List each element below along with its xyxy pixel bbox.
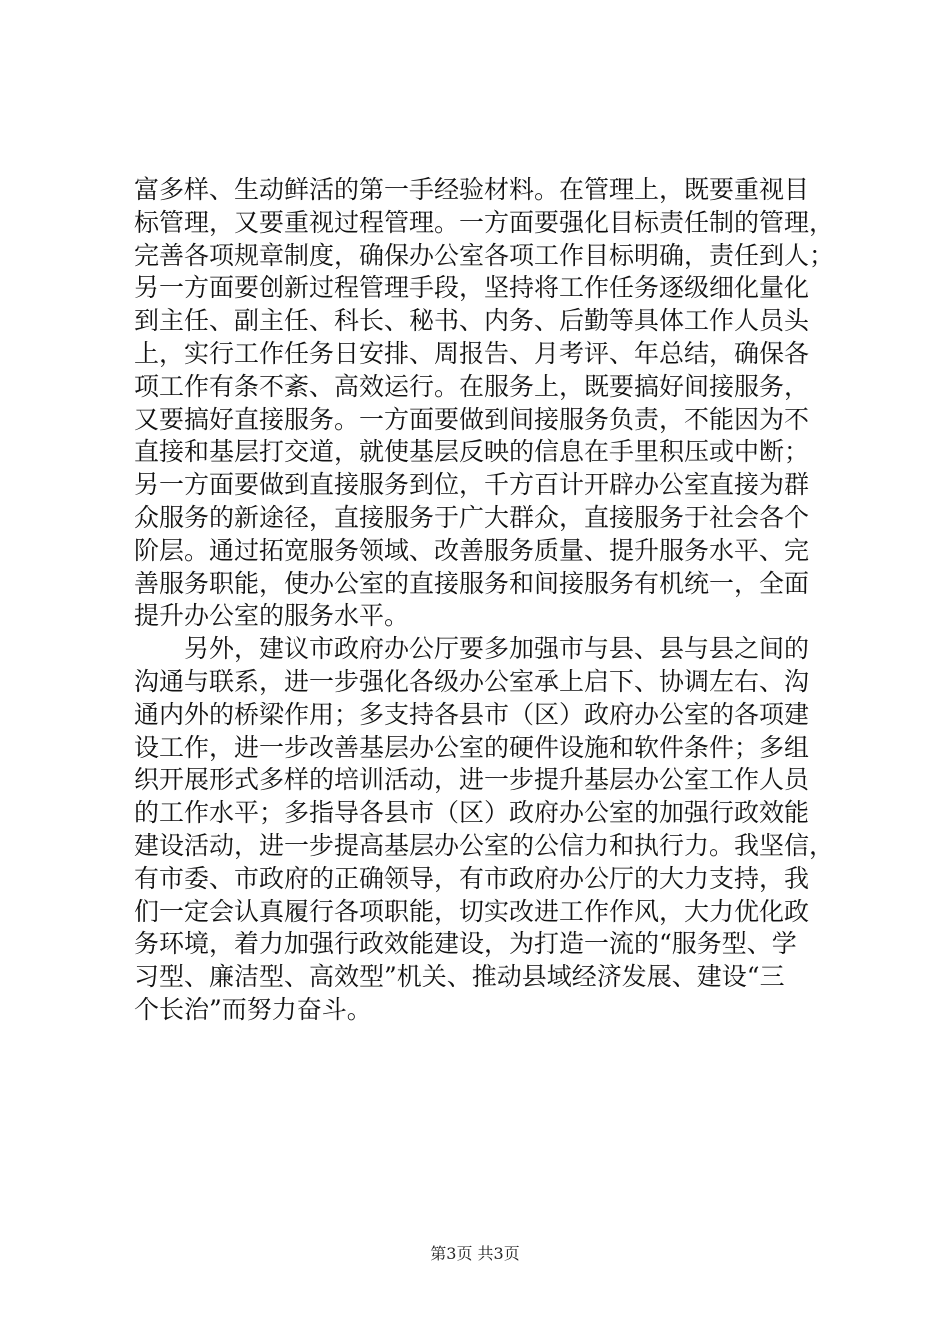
text-line: 提升办公室的服务水平。 <box>134 601 410 631</box>
text-line: 沟通与联系，进一步强化各级办公室承上启下、协调左右、沟 <box>134 666 810 696</box>
text-line: 到主任、副主任、科长、秘书、内务、后勤等具体工作人员头 <box>134 306 810 336</box>
text-line: 众服务的新途径，直接服务于广大群众，直接服务于社会各个 <box>134 502 810 532</box>
text-line: 设工作，进一步改善基层办公室的硬件设施和软件条件；多组 <box>134 732 810 762</box>
text-line: 织开展形式多样的培训活动，进一步提升基层办公室工作人员 <box>134 765 810 795</box>
text-line: 富多样、生动鲜活的第一手经验材料。在管理上，既要重视目 <box>134 175 810 204</box>
text-line: 通内外的桥梁作用；多支持各县市（区）政府办公室的各项建 <box>134 699 810 729</box>
text-line: 另一方面要创新过程管理手段，坚持将工作任务逐级细化量化 <box>134 273 810 303</box>
text-line: 另外，建议市政府办公厅要多加强市与县、县与县之间的 <box>134 634 810 664</box>
text-line: 上，实行工作任务日安排、周报告、月考评、年总结，确保各 <box>134 338 810 368</box>
text-line: 直接和基层打交道，就使基层反映的信息在手里积压或中断； <box>134 437 810 467</box>
text-line: 建设活动，进一步提高基层办公室的公信力和执行力。我坚信， <box>134 830 835 860</box>
text-line: 阶层。通过拓宽服务领域、改善服务质量、提升服务水平、完 <box>134 535 810 565</box>
text-line: 习型、廉洁型、高效型”机关、推动县域经济发展、建设“三 <box>134 962 785 992</box>
text-line: 完善各项规章制度，确保办公室各项工作目标明确，责任到人； <box>134 240 835 270</box>
text-line: 项工作有条不紊、高效运行。在服务上，既要搞好间接服务， <box>134 371 810 401</box>
text-line: 标管理，又要重视过程管理。一方面要强化目标责任制的管理， <box>134 207 835 237</box>
text-line: 务环境，着力加强行政效能建设，为打造一流的“服务型、学 <box>134 929 797 959</box>
text-line: 个长治”而努力奋斗。 <box>134 994 372 1024</box>
body-text <box>134 174 835 1027</box>
text-line: 另一方面要做到直接服务到位，千方百计开辟办公室直接为群 <box>134 470 810 500</box>
text-line: 有市委、市政府的正确领导，有市政府办公厅的大力支持，我 <box>134 863 810 893</box>
page-footer: 第3页 共3页 <box>430 1244 520 1263</box>
text-line: 善服务职能，使办公室的直接服务和间接服务有机统一，全面 <box>134 568 810 598</box>
text-line: 的工作水平；多指导各县市（区）政府办公室的加强行政效能 <box>134 798 810 828</box>
text-line: 又要搞好直接服务。一方面要做到间接服务负责，不能因为不 <box>134 404 810 434</box>
text-line: 们一定会认真履行各项职能，切实改进工作作风，大力优化政 <box>134 896 810 926</box>
